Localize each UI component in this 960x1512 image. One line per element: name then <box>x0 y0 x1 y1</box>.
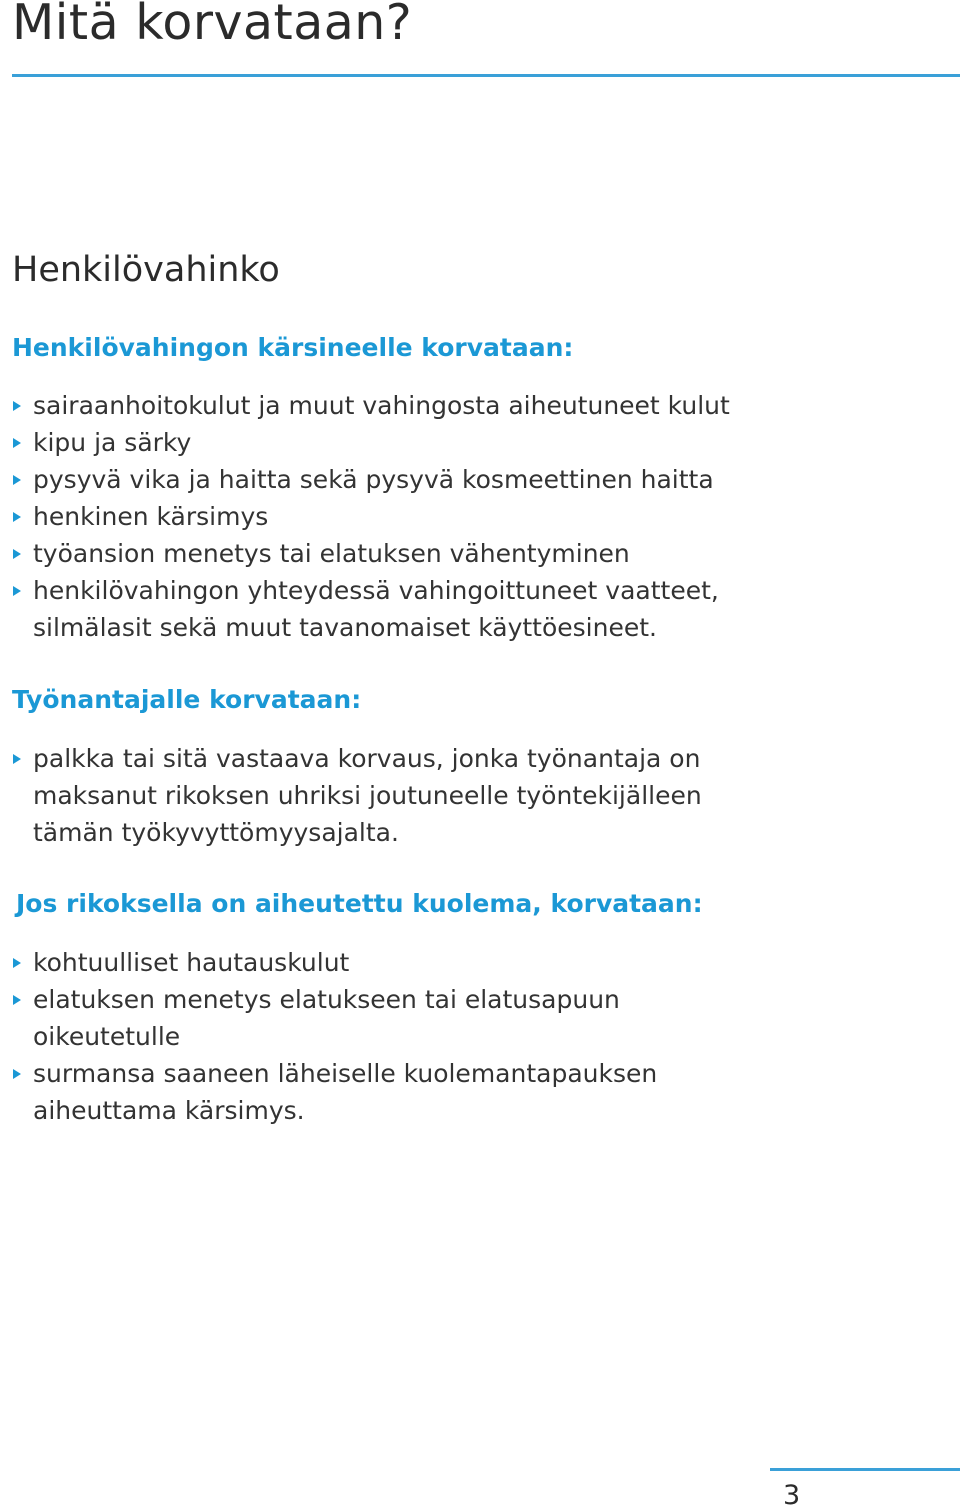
list-item-text: pysyvä vika ja haitta sekä pysyvä kosmeettinen haitta <box>33 465 714 494</box>
list-item-text: kipu ja särky <box>33 428 192 457</box>
bullet-arrow-icon <box>13 958 21 968</box>
bullet-arrow-icon <box>13 401 21 411</box>
bullet-arrow-icon <box>13 512 21 522</box>
list-item-text: maksanut rikoksen uhriksi joutuneelle työntekijälleen <box>33 781 702 810</box>
employer-compensation-list <box>12 740 702 851</box>
title-divider <box>12 74 960 77</box>
list-item <box>12 572 730 646</box>
victim-compensation-list <box>12 387 730 646</box>
list-item <box>12 1055 657 1129</box>
list-item-text: oikeutetulle <box>33 1022 181 1051</box>
footer-divider <box>770 1468 960 1471</box>
subheading-victim-compensation: Henkilövahingon kärsineelle korvataan: <box>12 333 574 362</box>
bullet-arrow-icon <box>13 475 21 485</box>
list-item <box>12 944 657 981</box>
subheading-death-compensation: Jos rikoksella on aiheutettu kuolema, korvataan: <box>16 889 703 918</box>
list-item <box>12 981 657 1055</box>
list-item-text: aiheuttama kärsimys. <box>33 1096 305 1125</box>
list-item-text: palkka tai sitä vastaava korvaus, jonka työnantaja on <box>33 744 701 773</box>
list-item-text: sairaanhoitokulut ja muut vahingosta aiheutuneet kulut <box>33 391 730 420</box>
list-item <box>12 740 702 851</box>
list-item <box>12 461 730 498</box>
list-item <box>12 387 730 424</box>
list-item <box>12 535 730 572</box>
bullet-arrow-icon <box>13 1069 21 1079</box>
death-compensation-list <box>12 944 657 1129</box>
bullet-arrow-icon <box>13 586 21 596</box>
page-title: Mitä korvataan? <box>12 0 413 51</box>
list-item <box>12 498 730 535</box>
list-item-text: kohtuulliset hautauskulut <box>33 948 350 977</box>
list-item-text: työansion menetys tai elatuksen vähentyminen <box>33 539 630 568</box>
list-item-text: surmansa saaneen läheiselle kuolemantapauksen <box>33 1059 658 1088</box>
list-item-text: henkinen kärsimys <box>33 502 269 531</box>
list-item <box>12 424 730 461</box>
list-item-text: tämän työkyvyttömyysajalta. <box>33 818 399 847</box>
list-item-text: silmälasit sekä muut tavanomaiset käyttöesineet. <box>33 613 657 642</box>
list-item-text: henkilövahingon yhteydessä vahingoittuneet vaatteet, <box>33 576 719 605</box>
bullet-arrow-icon <box>13 754 21 764</box>
section-heading: Henkilövahinko <box>12 250 280 290</box>
bullet-arrow-icon <box>13 995 21 1005</box>
bullet-arrow-icon <box>13 438 21 448</box>
bullet-arrow-icon <box>13 549 21 559</box>
page-number: 3 <box>783 1480 801 1511</box>
subheading-employer-compensation: Työnantajalle korvataan: <box>12 685 362 714</box>
list-item-text: elatuksen menetys elatukseen tai elatusapuun <box>33 985 620 1014</box>
